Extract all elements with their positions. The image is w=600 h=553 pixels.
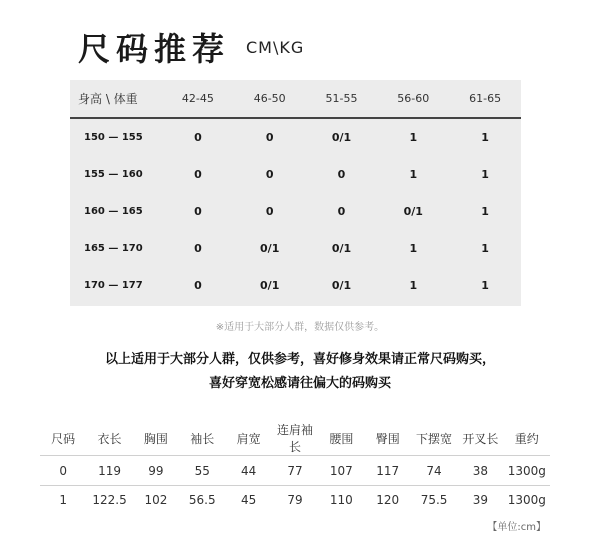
height-range: 160 — 165 (84, 206, 143, 217)
table-row (40, 456, 550, 486)
table-row (70, 118, 521, 156)
height-range: 150 — 155 (84, 132, 143, 143)
column-header: 尺码 (40, 421, 86, 456)
weight-column-header: 61-65 (449, 80, 521, 118)
size-cell: 1 (409, 168, 418, 181)
size-cell: 1 (481, 168, 489, 181)
table-cell: 102 (144, 493, 168, 507)
column-header: 胸围 (133, 421, 179, 456)
table-cell: 1300g (507, 493, 546, 507)
table-row (70, 267, 521, 304)
weight-column-header: 46-50 (234, 80, 306, 118)
table-cell: 107 (318, 456, 364, 486)
weight-column-header: 56-60 (377, 80, 449, 118)
size-cell: 1 (409, 279, 418, 292)
measurement-header-row (40, 421, 550, 456)
size-cell: 0 (265, 131, 274, 144)
size-cell: 0/1 (331, 279, 352, 292)
unit-label: CM\KG (246, 38, 305, 57)
table-cell: 74 (411, 456, 457, 486)
table-cell: 1300g (504, 456, 550, 486)
height-range: 170 — 177 (84, 280, 143, 291)
size-cell: 0/1 (331, 131, 352, 144)
weight-column-header: 42-45 (162, 80, 234, 118)
table-row (70, 230, 521, 267)
table-cell: 45 (240, 493, 257, 507)
page-title: 尺码推荐 (78, 30, 231, 68)
table-cell: 75.5 (420, 493, 448, 507)
column-header: 下摆宽 (411, 421, 457, 456)
column-header: 衣长 (86, 421, 132, 456)
size-cell: 1 (409, 131, 418, 144)
size-recommendation-table (70, 80, 521, 304)
corner-header: 身高 \ 体重 (70, 80, 162, 118)
table-cell: 117 (365, 456, 411, 486)
column-header: 重约 (504, 421, 550, 456)
table-cell: 119 (86, 456, 132, 486)
table-cell: 44 (225, 456, 271, 486)
column-header: 臀围 (365, 421, 411, 456)
column-header: 连肩袖长 (272, 421, 318, 456)
column-header: 袖长 (179, 421, 225, 456)
table-cell: 79 (287, 493, 303, 507)
table-cell: 110 (329, 493, 353, 507)
size-cell: 0 (337, 205, 346, 218)
column-header: 肩宽 (225, 421, 271, 456)
height-range: 155 — 160 (84, 169, 143, 180)
table-cell: 38 (457, 456, 503, 486)
size-cell: 0 (194, 242, 202, 255)
table-cell: 99 (133, 456, 179, 486)
table-cell: 39 (472, 493, 489, 507)
recommendation-line-2: 喜好穿宽松感请往偏大的码购买 (208, 376, 391, 391)
size-cell: 0/1 (260, 242, 280, 255)
table-cell: 56.5 (188, 493, 216, 507)
column-header: 开叉长 (457, 421, 503, 456)
table-row (70, 156, 521, 193)
weight-column-header: 51-55 (306, 80, 378, 118)
table-cell: 1 (59, 493, 67, 507)
size-cell: 0 (265, 168, 274, 181)
unit-footnote: 【单位:cm】 (487, 522, 546, 533)
measurement-table (40, 421, 550, 514)
size-cell: 1 (481, 279, 489, 292)
table-cell: 0 (40, 456, 86, 486)
size-cell: 0/1 (260, 279, 280, 292)
size-cell: 1 (481, 131, 489, 144)
size-table-header-row (70, 80, 521, 118)
size-cell: 0 (265, 205, 274, 218)
reference-note: ※适用于大部分人群，数据仅供参考。 (215, 322, 385, 333)
size-cell: 0/1 (403, 205, 423, 218)
table-row (70, 193, 521, 230)
size-cell: 0 (194, 205, 202, 218)
table-cell: 55 (179, 456, 225, 486)
table-row (40, 486, 550, 515)
size-cell: 0 (194, 168, 202, 181)
size-cell: 0/1 (331, 242, 352, 255)
size-cell: 0 (194, 131, 202, 144)
size-cell: 1 (481, 242, 489, 255)
table-cell: 120 (376, 493, 400, 507)
table-cell: 122.5 (92, 493, 127, 507)
height-range: 165 — 170 (84, 243, 143, 254)
column-header: 腰围 (318, 421, 364, 456)
size-cell: 1 (409, 242, 418, 255)
size-cell: 0 (337, 168, 346, 181)
recommendation-line-1: 以上适用于大部分人群，仅供参考，喜好修身效果请正常尺码购买， (104, 352, 495, 367)
table-cell: 77 (272, 456, 318, 486)
size-cell: 0 (194, 279, 202, 292)
size-cell: 1 (481, 205, 489, 218)
